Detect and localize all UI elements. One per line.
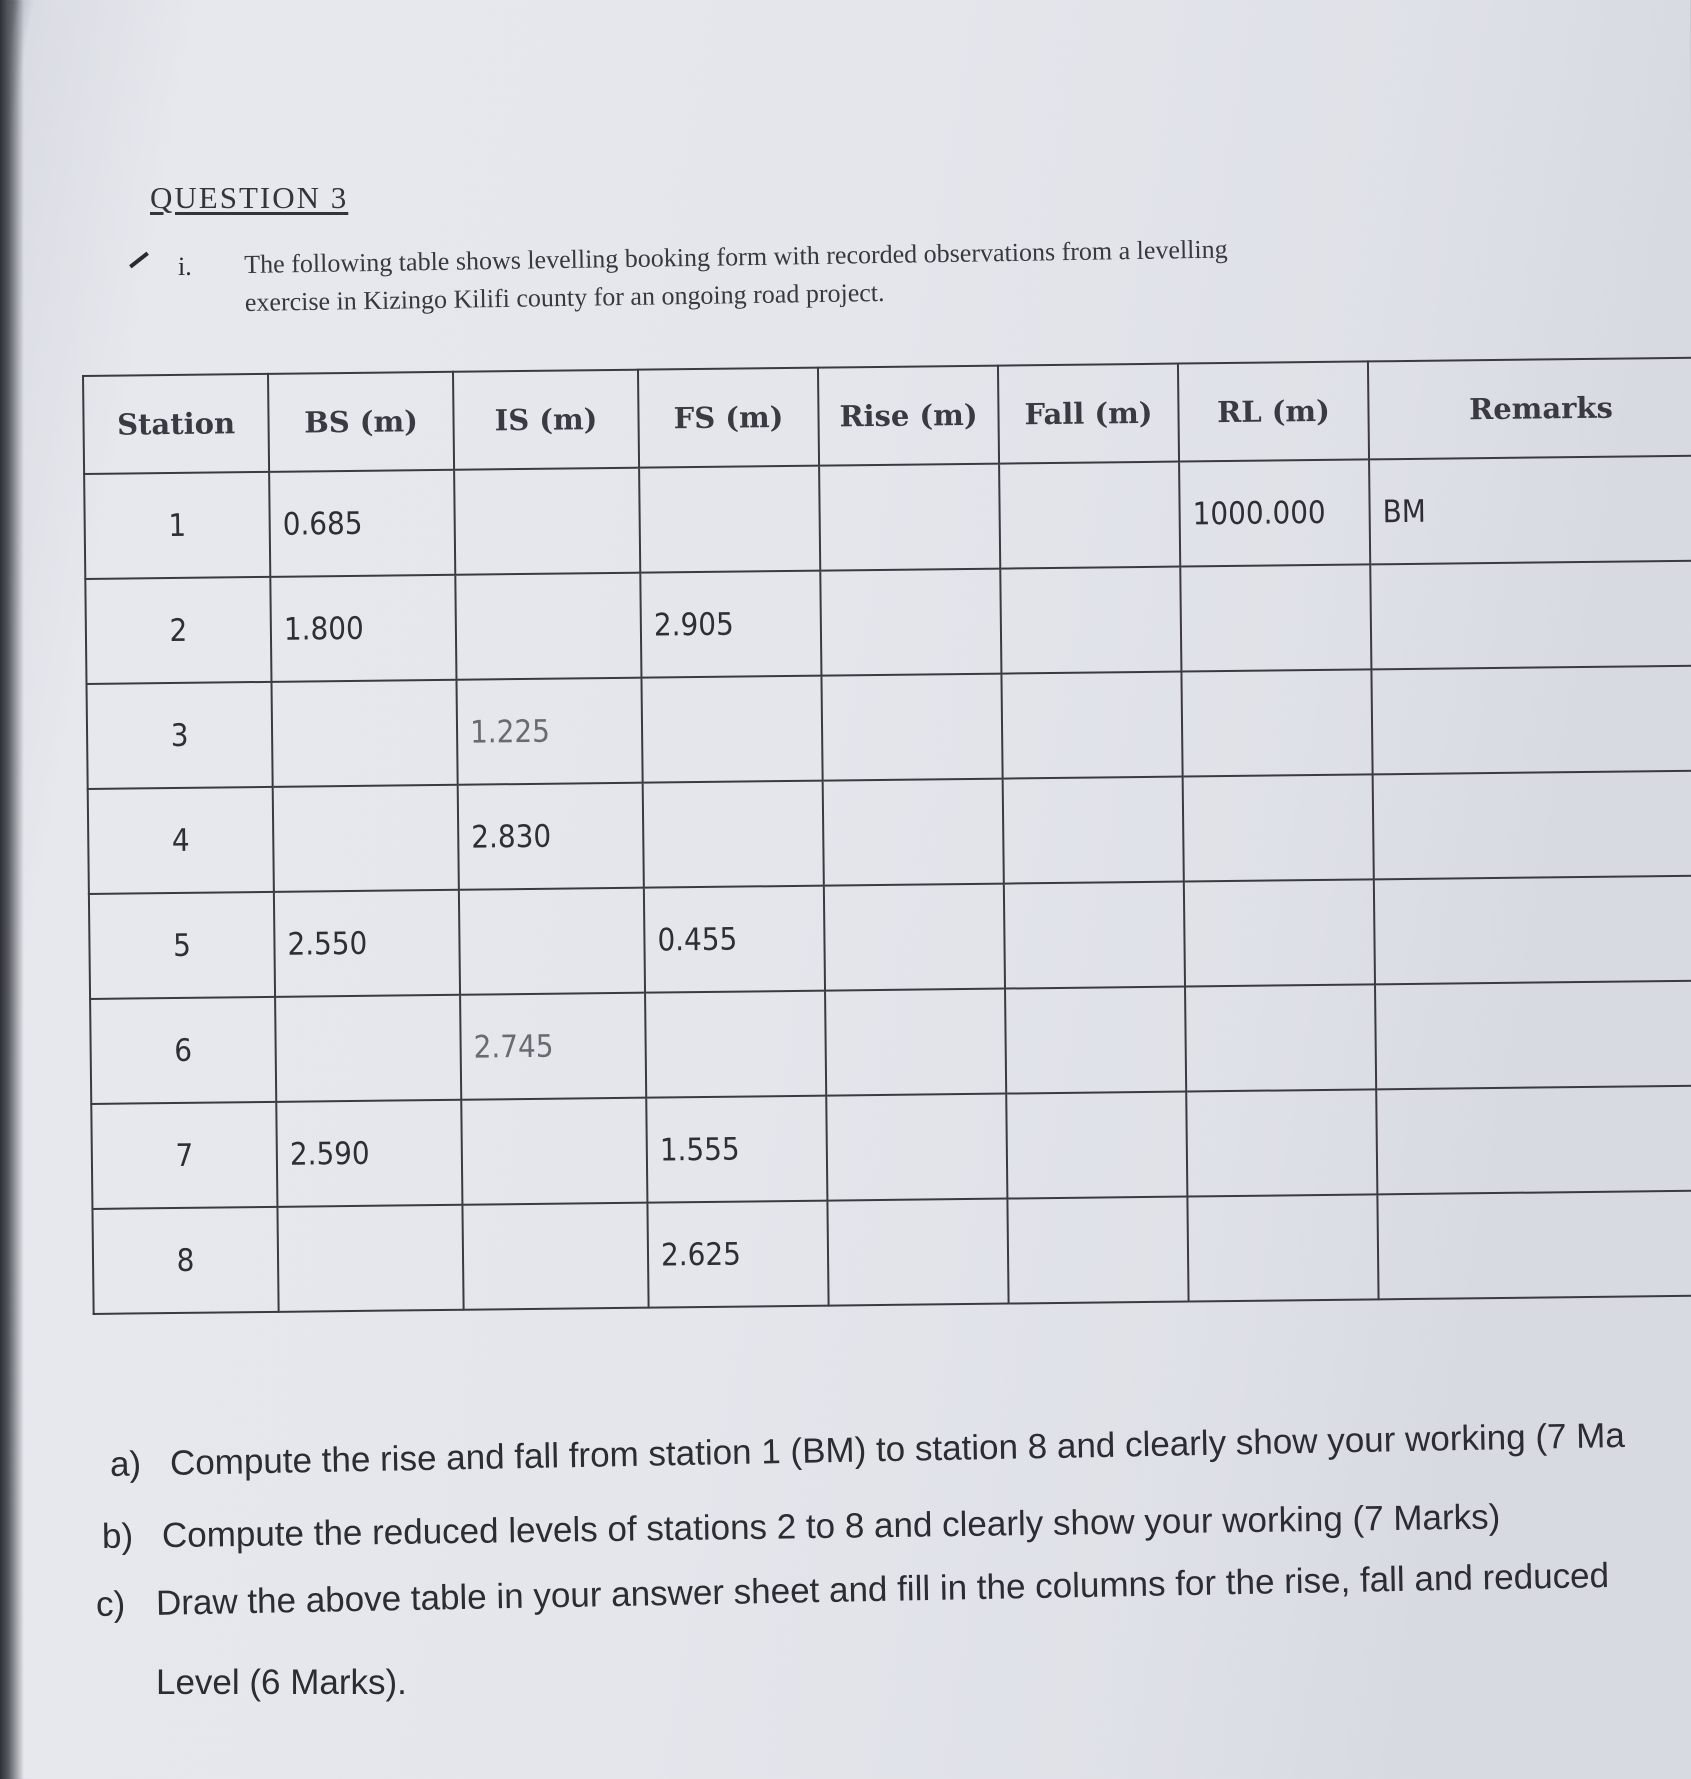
cell-fs: 1.555 xyxy=(646,1096,827,1203)
sub-question-text: Draw the above table in your answer sheet and fill in the columns for the rise, fall and reduced xyxy=(155,1555,1610,1623)
cell-bs: 0.685 xyxy=(269,470,455,577)
header-bs: BS (m) xyxy=(268,372,454,472)
cell-fall xyxy=(1007,1197,1188,1304)
cell-station: 1 xyxy=(84,472,270,579)
cell-is: 2.830 xyxy=(458,783,644,890)
levelling-table-container xyxy=(42,375,1691,1378)
page-edge-shadow xyxy=(0,0,24,1779)
question-title: QUESTION 3 xyxy=(150,180,349,215)
cell-bs xyxy=(273,785,459,892)
cell-is xyxy=(454,468,640,575)
cell-station: 6 xyxy=(90,997,276,1104)
table-row xyxy=(87,665,1691,788)
cell-rise xyxy=(820,569,1001,676)
cell-fall xyxy=(999,462,1180,569)
cell-rise xyxy=(827,1199,1008,1306)
table-row xyxy=(89,875,1691,998)
cell-rise xyxy=(821,674,1002,781)
table-row xyxy=(88,770,1691,893)
question-intro xyxy=(244,226,1545,322)
cell-rl xyxy=(1187,1194,1378,1301)
cell-rl: 1000.000 xyxy=(1179,459,1370,566)
intro-line-2: exercise in Kizingo Kilifi county for an ongoing road project. xyxy=(244,277,885,317)
table-row xyxy=(85,560,1691,683)
cell-is: 1.225 xyxy=(456,678,642,785)
header-rl: RL (m) xyxy=(1178,361,1369,461)
cell-station: 3 xyxy=(87,682,273,789)
sub-question-letter: c) xyxy=(95,1584,126,1624)
header-rise: Rise (m) xyxy=(818,366,999,466)
cell-bs xyxy=(277,1205,463,1312)
cell-fall xyxy=(1003,777,1184,884)
cell-remarks xyxy=(1371,665,1691,774)
sub-question-a xyxy=(110,1416,1626,1485)
table-header-row xyxy=(83,357,1691,473)
cell-remarks xyxy=(1370,560,1691,669)
cell-remarks xyxy=(1374,875,1691,984)
cell-rise xyxy=(819,464,1000,571)
header-station: Station xyxy=(83,374,269,474)
sub-question-letter: a) xyxy=(109,1444,142,1484)
table-row xyxy=(84,455,1691,578)
sub-question-text: Compute the reduced levels of stations 2 to 8 and clearly show your working (7 Marks) xyxy=(161,1497,1501,1556)
cell-bs xyxy=(275,995,461,1102)
header-is: IS (m) xyxy=(453,370,639,470)
cell-station: 4 xyxy=(88,787,274,894)
cell-remarks xyxy=(1377,1190,1691,1299)
cell-fall xyxy=(1004,882,1185,989)
cell-station: 5 xyxy=(89,892,275,999)
cell-rise xyxy=(826,1094,1007,1201)
cell-station: 2 xyxy=(85,577,271,684)
cell-rl xyxy=(1186,1089,1377,1196)
cell-station: 8 xyxy=(92,1207,278,1314)
sub-question-letter: b) xyxy=(101,1516,134,1556)
cell-fall xyxy=(1001,672,1182,779)
cell-bs: 2.550 xyxy=(274,890,460,997)
cell-remarks xyxy=(1376,1085,1691,1194)
cell-rise xyxy=(823,779,1004,886)
cell-is xyxy=(461,1098,647,1205)
item-number: i. xyxy=(178,252,192,281)
cell-remarks: BM xyxy=(1369,455,1691,564)
cell-rl xyxy=(1181,669,1372,776)
cell-rl xyxy=(1183,774,1374,881)
cell-fs: 2.625 xyxy=(647,1201,828,1308)
sub-question-b xyxy=(102,1497,1501,1557)
sub-question-c-continued xyxy=(156,1663,407,1703)
header-fs: FS (m) xyxy=(638,368,819,468)
cell-is: 2.745 xyxy=(460,993,646,1100)
cell-fs xyxy=(645,991,826,1098)
cell-rl xyxy=(1185,984,1376,1091)
intro-line-1: The following table shows levelling booking form with recorded observations from a levelling xyxy=(244,234,1228,279)
cell-rl xyxy=(1184,879,1375,986)
header-fall: Fall (m) xyxy=(998,364,1179,464)
table-row xyxy=(92,1190,1691,1313)
cell-is xyxy=(459,888,645,995)
cell-fall xyxy=(1006,1092,1187,1199)
sub-question-text: Compute the rise and fall from station 1 (BM) to station 8 and clearly show your working (7 Ma xyxy=(169,1415,1626,1483)
cell-fall xyxy=(1005,987,1186,1094)
table-row xyxy=(91,1085,1691,1208)
cell-fs: 0.455 xyxy=(644,886,825,993)
cell-fs xyxy=(639,466,820,573)
cell-station: 7 xyxy=(91,1102,277,1209)
cell-bs: 1.800 xyxy=(270,575,456,682)
cell-rl xyxy=(1180,564,1371,671)
cell-rise xyxy=(824,884,1005,991)
sub-question-text: Level (6 Marks). xyxy=(156,1663,407,1702)
handwritten-tick-mark xyxy=(129,252,149,269)
cell-fs xyxy=(641,676,822,783)
cell-fs xyxy=(643,781,824,888)
cell-bs: 2.590 xyxy=(276,1100,462,1207)
cell-remarks xyxy=(1373,770,1691,879)
cell-is xyxy=(462,1203,648,1310)
cell-remarks xyxy=(1375,980,1691,1089)
header-remarks: Remarks xyxy=(1368,357,1691,459)
cell-is xyxy=(455,573,641,680)
cell-fs: 2.905 xyxy=(640,571,821,678)
cell-fall xyxy=(1000,567,1181,674)
sub-question-c xyxy=(96,1556,1610,1625)
cell-bs xyxy=(271,680,457,787)
cell-rise xyxy=(825,989,1006,1096)
levelling-booking-table xyxy=(82,356,1691,1314)
table-row xyxy=(90,980,1691,1103)
